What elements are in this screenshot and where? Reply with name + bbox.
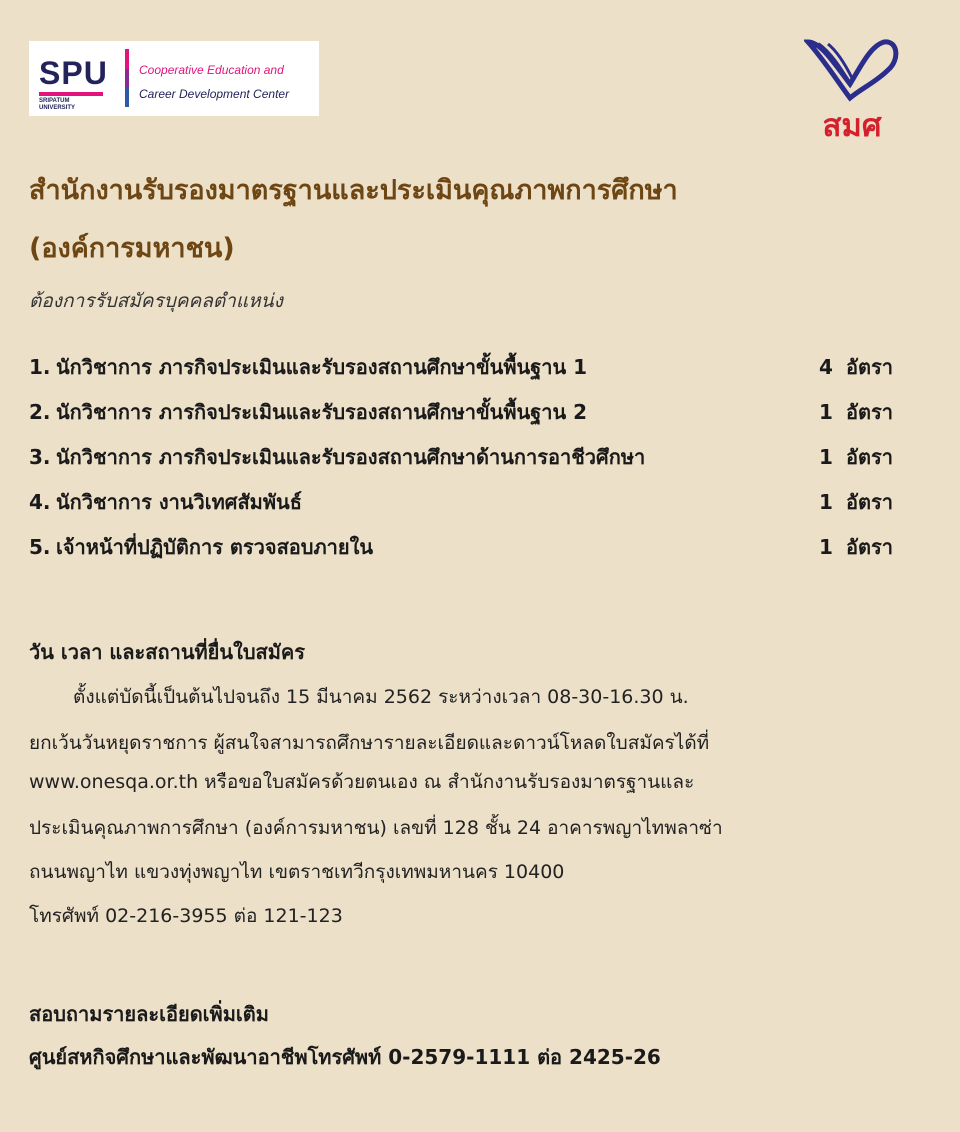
position-count: 4 <box>819 355 833 379</box>
position-title: นักวิชาการ งานวิเทศสัมพันธ์ <box>56 490 302 514</box>
position-number: 2. <box>29 400 51 424</box>
position-unit: อัตรา <box>846 445 893 469</box>
list-item <box>29 397 909 442</box>
application-line: โทรศัพท์ 02-216-3955 ต่อ 121-123 <box>29 905 343 927</box>
page-title-org-type: (องค์การมหาชน) <box>29 233 235 264</box>
spu-logo-subtext: SRIPATUM UNIVERSITY <box>39 98 76 111</box>
position-title: นักวิชาการ ภารกิจประเมินและรับรองสถานศึกษาด้านการอาชีวศึกษา <box>56 445 646 469</box>
onesqa-logo-text: สมศ <box>822 108 882 144</box>
spu-logo-divider-icon <box>125 49 129 107</box>
position-unit: อัตรา <box>846 535 893 559</box>
position-count: 1 <box>819 445 833 469</box>
position-number: 4. <box>29 490 51 514</box>
position-count: 1 <box>819 535 833 559</box>
position-title: นักวิชาการ ภารกิจประเมินและรับรองสถานศึกษาขั้นพื้นฐาน 2 <box>56 400 588 424</box>
spu-logo-bar <box>39 92 103 96</box>
page-subtitle: ต้องการรับสมัครบุคคลตำแหน่ง <box>29 290 283 312</box>
position-count: 1 <box>819 490 833 514</box>
application-heading: วัน เวลา และสถานที่ยื่นใบสมัคร <box>29 640 306 664</box>
list-item <box>29 532 909 577</box>
spu-logo-line2: Career Development Center <box>139 87 290 101</box>
list-item <box>29 487 909 532</box>
application-line: ถนนพญาไท แขวงทุ่งพญาไท เขตราชเทวีกรุงเทพมหานคร 10400 <box>29 861 565 883</box>
contact-line: ศูนย์สหกิจศึกษาและพัฒนาอาชีพโทรศัพท์ 0-2579-1111 ต่อ 2425-26 <box>29 1045 661 1069</box>
application-line: ตั้งแต่บัดนี้เป็นต้นไปจนถึง 15 มีนาคม 2562 ระหว่างเวลา 08-30-16.30 น. <box>73 686 689 708</box>
position-title: เจ้าหน้าที่ปฏิบัติการ ตรวจสอบภายใน <box>56 535 374 559</box>
position-number: 1. <box>29 355 51 379</box>
position-unit: อัตรา <box>846 400 893 424</box>
page-title: สำนักงานรับรองมาตรฐานและประเมินคุณภาพการศึกษา <box>29 175 678 206</box>
spu-logo-abbr: SPU <box>39 55 108 91</box>
position-unit: อัตรา <box>846 490 893 514</box>
application-line: ยกเว้นวันหยุดราชการ ผู้สนใจสามารถศึกษารายละเอียดและดาวน์โหลดใบสมัครได้ที่ <box>29 732 710 754</box>
position-count: 1 <box>819 400 833 424</box>
position-number: 3. <box>29 445 51 469</box>
application-line: ประเมินคุณภาพการศึกษา (องค์การมหาชน) เลขที่ 128 ชั้น 24 อาคารพญาไทพลาซ่า <box>29 817 723 839</box>
position-number: 5. <box>29 535 51 559</box>
list-item <box>29 442 909 487</box>
application-line: www.onesqa.or.th หรือขอใบสมัครด้วยตนเอง ณ สำนักงานรับรองมาตรฐานและ <box>29 771 695 793</box>
contact-heading: สอบถามรายละเอียดเพิ่มเติม <box>29 1002 269 1026</box>
positions-list <box>29 352 909 577</box>
list-item <box>29 352 909 397</box>
position-unit: อัตรา <box>846 355 893 379</box>
position-title: นักวิชาการ ภารกิจประเมินและรับรองสถานศึกษาขั้นพื้นฐาน 1 <box>56 355 588 379</box>
spu-logo-line1: Cooperative Education and <box>139 63 284 77</box>
spu-logo <box>29 41 319 116</box>
